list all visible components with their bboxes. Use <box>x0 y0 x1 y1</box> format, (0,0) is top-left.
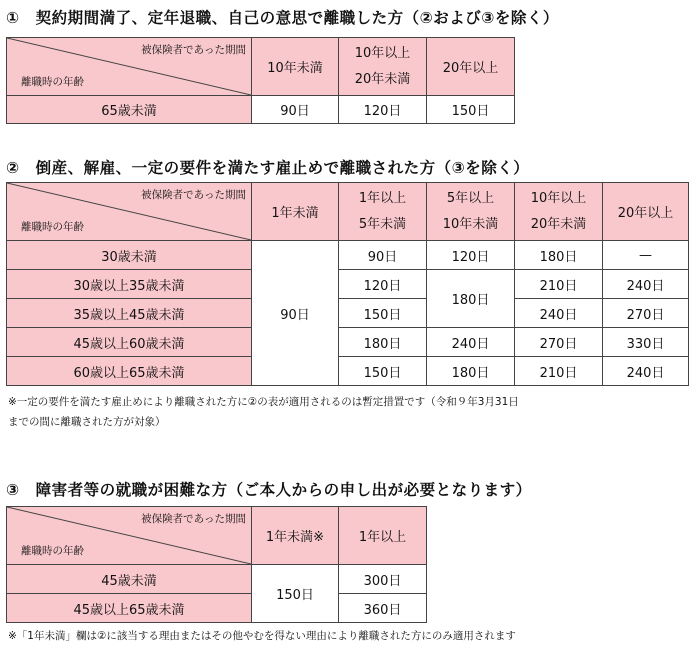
corner-label-age: 離職時の年齢 <box>21 545 84 557</box>
section1-title: ① 契約期間満了、定年退職、自己の意思で離職した方（②および③を除く） <box>6 9 559 27</box>
merged-cell: 150日 <box>252 565 339 623</box>
table-cell: 180日 <box>427 357 515 386</box>
table-cell: — <box>603 241 689 270</box>
table-cell: 90日 <box>252 96 339 124</box>
row-label: 45歳未満 <box>7 565 252 594</box>
table-cell: 270日 <box>515 328 603 357</box>
section2-title: ② 倒産、解雇、一定の要件を満たす雇止めで離職された方（③を除く） <box>6 159 530 177</box>
table-cell: 360日 <box>339 594 427 623</box>
table-cell: 150日 <box>427 96 515 124</box>
merged-cell: 90日 <box>252 241 339 386</box>
section1-table <box>6 37 515 124</box>
merged-cell: 180日 <box>427 270 515 328</box>
column-header: 10年以上 20年未満 <box>339 38 427 96</box>
corner-label-age: 離職時の年齢 <box>21 76 84 88</box>
table-cell: 330日 <box>603 328 689 357</box>
table-cell: 240日 <box>603 270 689 299</box>
row-label: 45歳以上65歳未満 <box>7 594 252 623</box>
table-cell: 180日 <box>515 241 603 270</box>
column-header: 5年以上 10年未満 <box>427 183 515 241</box>
section3-title: ③ 障害者等の就職が困難な方（ご本人からの申し出が必要となります） <box>6 481 532 499</box>
table-cell: 180日 <box>339 328 427 357</box>
corner-label-period: 被保険者であった期間 <box>141 513 246 525</box>
table-cell: 120日 <box>339 96 427 124</box>
row-label: 30歳以上35歳未満 <box>7 270 252 299</box>
table-cell: 90日 <box>339 241 427 270</box>
table-cell: 240日 <box>515 299 603 328</box>
section2-note-line2: までの間に離職された方が対象） <box>8 416 166 428</box>
table-cell: 210日 <box>515 270 603 299</box>
table-cell: 120日 <box>427 241 515 270</box>
table-corner-header <box>7 38 252 96</box>
section2-note-line1: ※一定の要件を満たす雇止めにより離職された方に②の表が適用されるのは暫定措置です（令和９年3月31日 <box>8 396 519 408</box>
table-cell: 240日 <box>427 328 515 357</box>
column-header: 1年以上 5年未満 <box>339 183 427 241</box>
row-label: 30歳未満 <box>7 241 252 270</box>
section3-table <box>6 506 427 623</box>
table-corner-header <box>7 507 252 565</box>
row-label: 35歳以上45歳未満 <box>7 299 252 328</box>
section3-note: ※「1年未満」欄は②に該当する理由またはその他やむを得ない理由により離職された方にのみ適用されます <box>8 630 516 642</box>
row-label: 45歳以上60歳未満 <box>7 328 252 357</box>
row-label: 65歳未満 <box>7 96 252 124</box>
column-header: 20年以上 <box>603 183 689 241</box>
corner-label-age: 離職時の年齢 <box>21 221 84 233</box>
table-cell: 150日 <box>339 299 427 328</box>
table-cell: 210日 <box>515 357 603 386</box>
corner-label-period: 被保険者であった期間 <box>141 189 246 201</box>
column-header: 20年以上 <box>427 38 515 96</box>
row-label: 60歳以上65歳未満 <box>7 357 252 386</box>
column-header: 10年未満 <box>252 38 339 96</box>
column-header: 10年以上 20年未満 <box>515 183 603 241</box>
table-corner-header <box>7 183 252 241</box>
table-cell: 240日 <box>603 357 689 386</box>
table-cell: 300日 <box>339 565 427 594</box>
table-cell: 120日 <box>339 270 427 299</box>
column-header: 1年以上 <box>339 507 427 565</box>
column-header: 1年未満※ <box>252 507 339 565</box>
table-cell: 270日 <box>603 299 689 328</box>
corner-label-period: 被保険者であった期間 <box>141 44 246 56</box>
table-cell: 150日 <box>339 357 427 386</box>
section2-table <box>6 182 689 386</box>
column-header: 1年未満 <box>252 183 339 241</box>
